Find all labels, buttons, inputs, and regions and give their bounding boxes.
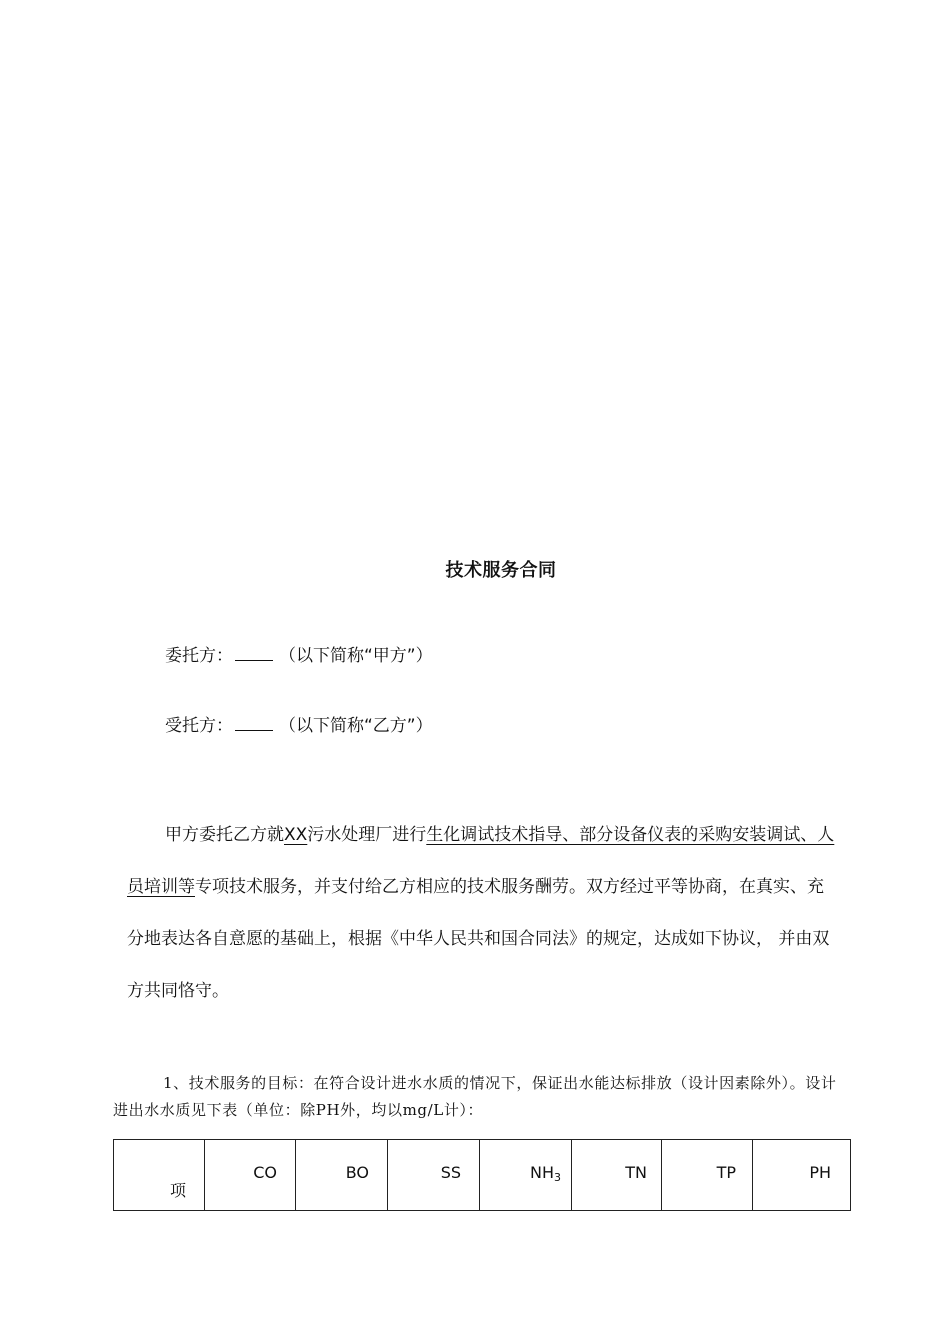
table-header-cell (480, 1140, 572, 1211)
client-note: （以下简称“甲方”） (279, 646, 433, 666)
contractor-label: 受托方： (165, 716, 233, 736)
intro-service-scope: 生化调试技术指导、部分设备仪表的采购安装调试、人员培训等 (127, 825, 835, 897)
table-header-cell (662, 1140, 753, 1211)
header-bod: BO (345, 1163, 369, 1182)
water-quality-table (113, 1139, 851, 1211)
header-nh3: $NH_3$ (530, 1163, 561, 1184)
header-tp: TP (716, 1163, 736, 1182)
table-header-cell (296, 1140, 388, 1211)
contractor-blank (235, 716, 273, 731)
table-header-cell (388, 1140, 480, 1211)
intro-paragraph (127, 809, 839, 1017)
client-label: 委托方： (165, 646, 233, 666)
document-title: 技术服务合同 (445, 560, 557, 581)
intro-text-1: 甲方委托乙方就 (165, 825, 284, 845)
header-ph: PH (809, 1163, 831, 1182)
header-ss: SS (440, 1163, 461, 1182)
table-header-row (114, 1140, 851, 1211)
header-cod: CO (253, 1163, 277, 1182)
clause-1-text: 1、技术服务的目标：在符合设计进水水质的情况下，保证出水能达标排放（设计因素除外）。设计进出水水质见下表（单位：除PH外，均以mg/L计）： (113, 1074, 837, 1119)
intro-text-2: 污水处理厂进行 (307, 825, 427, 845)
table-header-cell (114, 1140, 205, 1211)
contractor-note: （以下简称“乙方”） (279, 716, 433, 736)
clause-1 (113, 1070, 841, 1124)
header-tn: TN (625, 1163, 647, 1182)
client-line (165, 641, 433, 666)
intro-plant-name: XX (284, 825, 308, 845)
header-item: 项 (170, 1181, 187, 1200)
table-header-cell (753, 1140, 851, 1211)
table-header-cell (572, 1140, 662, 1211)
intro-text-3: 专项技术服务，并支付给乙方相应的技术服务酬劳。双方经过平等协商，在真实、充分地表达各自意愿的基础上，根据《中华人民共和国合同法》的规定，达成如下协议， 并由双方共同恪守。 (127, 877, 830, 1001)
table-header-cell (205, 1140, 296, 1211)
client-blank (235, 646, 273, 661)
contractor-line (165, 711, 433, 736)
